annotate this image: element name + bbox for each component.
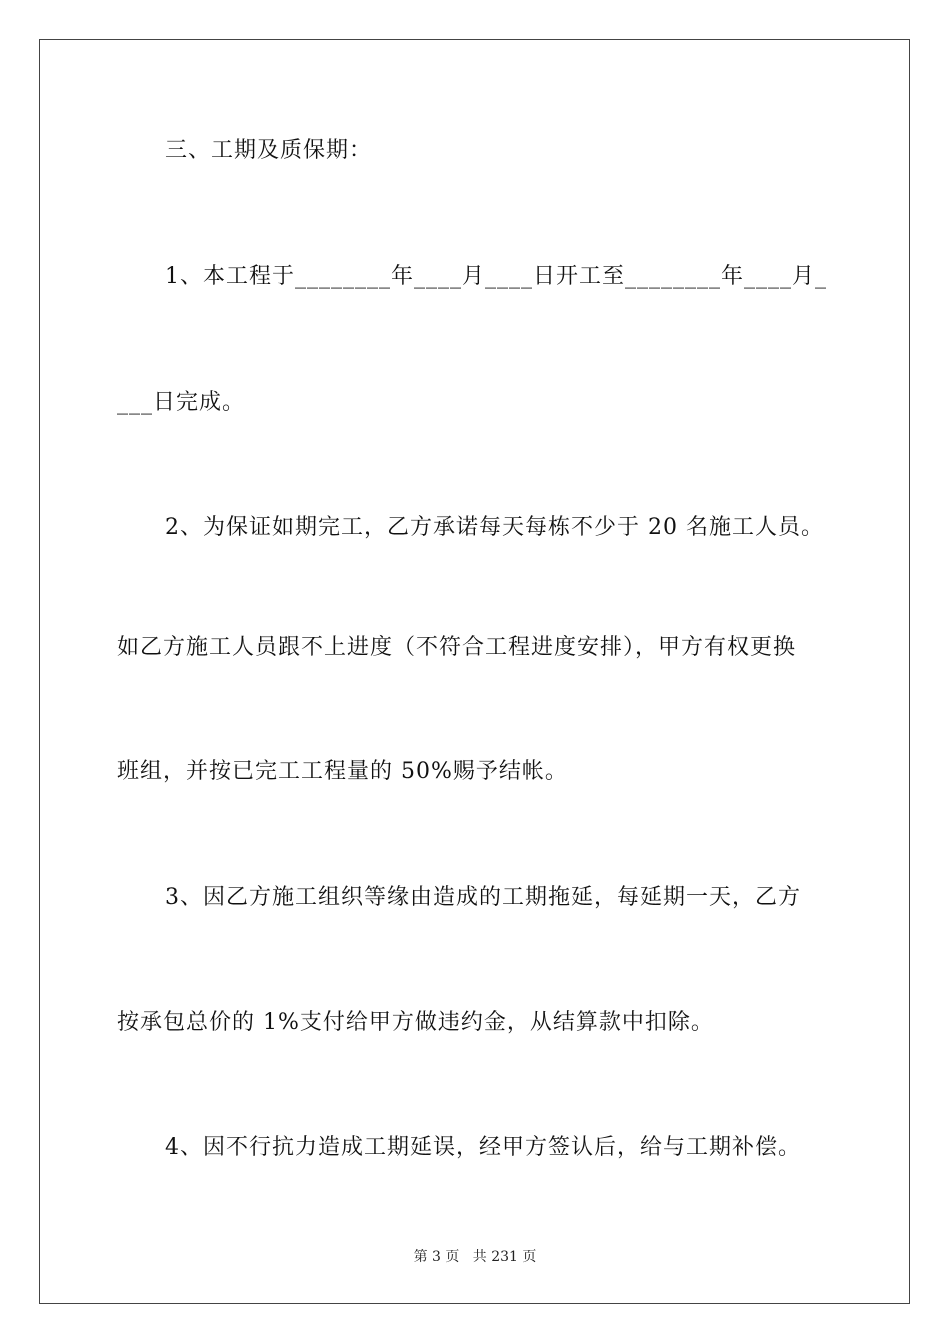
paragraph-line: 按承包总价的 1%支付给甲方做违约金，从结算款中扣除。 xyxy=(117,1010,714,1035)
paragraph-line: 班组，并按已完工工程量的 50%赐予结帐。 xyxy=(117,759,568,784)
section-heading: 三、工期及质保期： xyxy=(165,138,373,163)
paragraph-line: 1、本工程于________年____月____日开工至________年____月_ xyxy=(165,264,827,289)
page-number-footer: 第 3 页 共 231 页 xyxy=(413,1249,537,1265)
paragraph-line: 4、因不行抗力造成工期延误，经甲方签认后，给与工期补偿。 xyxy=(165,1135,801,1160)
paragraph-line: 2、为保证如期完工，乙方承诺每天每栋不少于 20 名施工人员。 xyxy=(165,515,824,540)
paragraph-line: ___日完成。 xyxy=(117,390,246,415)
page-border xyxy=(39,39,910,1304)
paragraph-line: 如乙方施工人员跟不上进度（不符合工程进度安排），甲方有权更换 xyxy=(117,635,797,660)
paragraph-line: 3、因乙方施工组织等缘由造成的工期拖延，每延期一天，乙方 xyxy=(165,885,801,910)
